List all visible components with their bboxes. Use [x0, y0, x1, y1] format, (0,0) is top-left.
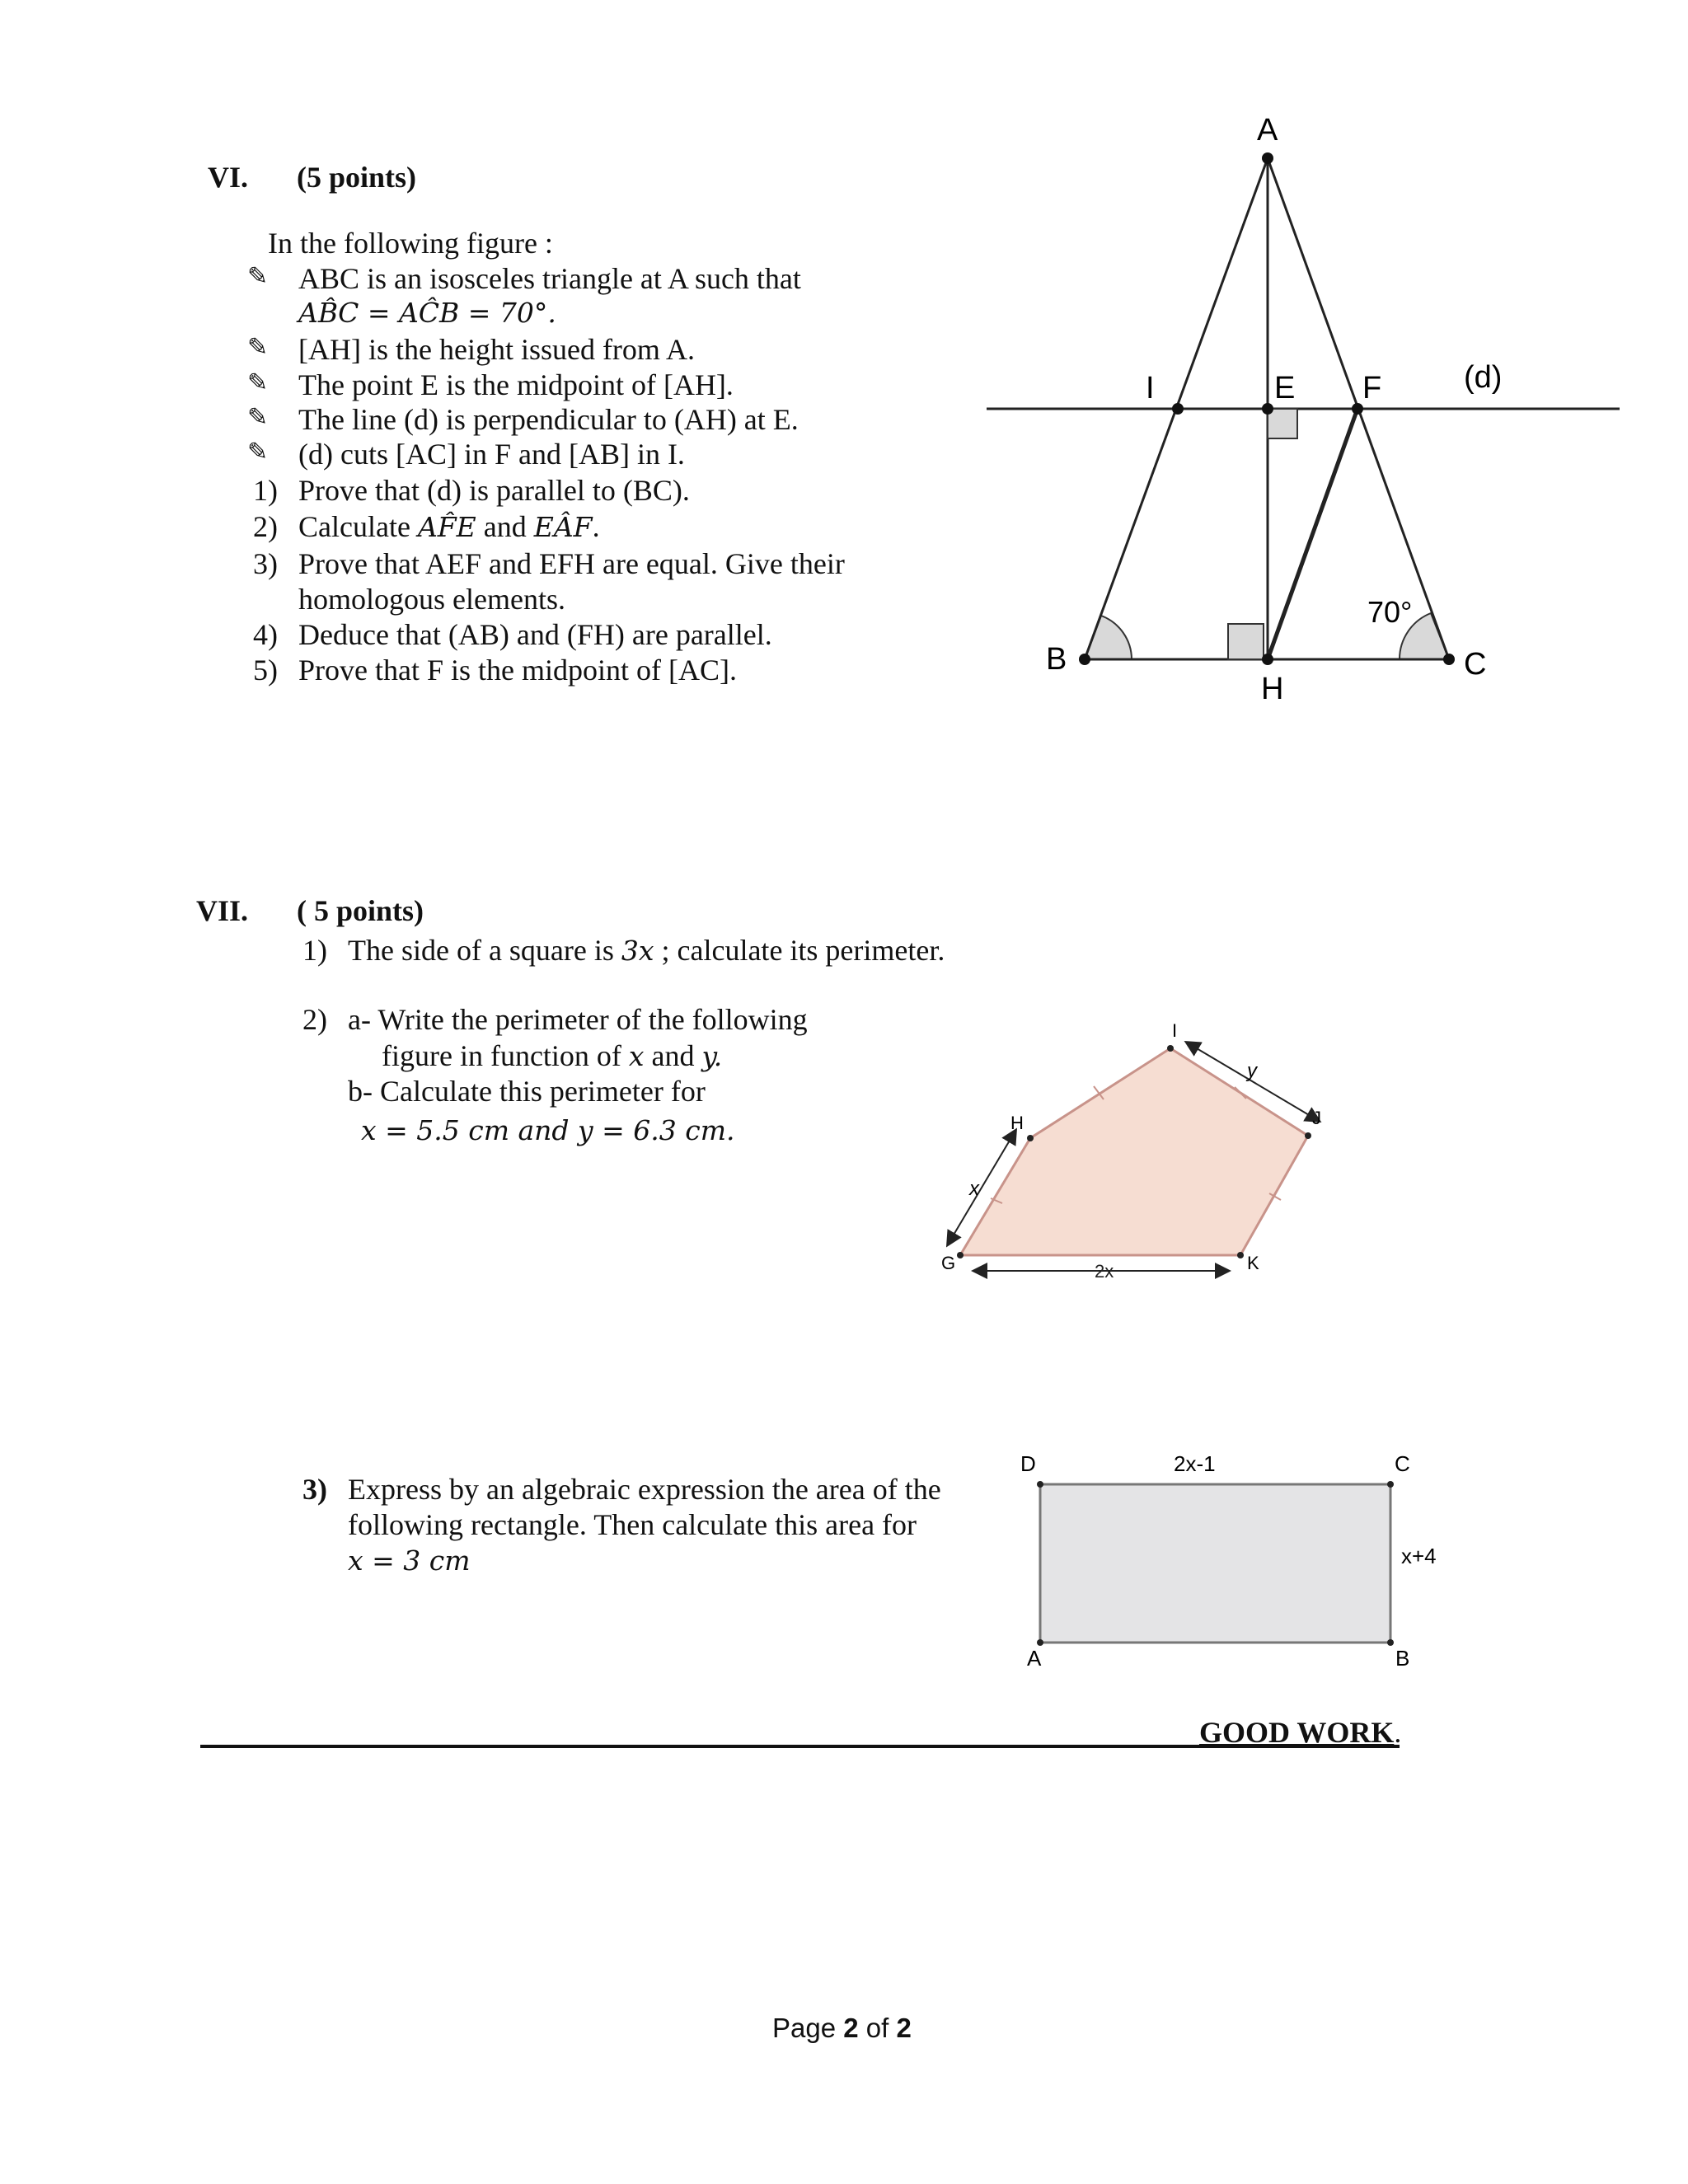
label-c: C	[1464, 647, 1487, 682]
page-footer: Page 2 of 2	[772, 2013, 912, 2043]
label-i: I	[1146, 371, 1155, 405]
point-d	[1037, 1481, 1043, 1488]
question-text: Express by an algebraic expression the area of the	[348, 1473, 941, 1506]
point-i	[1172, 403, 1184, 415]
label-j: J	[1312, 1108, 1321, 1128]
question-math: x = 5.5 cm and y = 6.3 cm.	[361, 1114, 735, 1146]
question-math: x = 3 cm	[348, 1544, 471, 1577]
pencil-bullet-icon: ✎	[247, 334, 269, 361]
pencil-bullet-icon: ✎	[247, 404, 269, 431]
exercise-6-points: (5 points)	[297, 161, 417, 194]
question-number: 5)	[253, 654, 278, 687]
label-x: x	[969, 1178, 979, 1200]
question-number: 1)	[302, 934, 327, 967]
bullet-text: ABC is an isosceles triangle at A such that	[298, 262, 801, 295]
point-g	[957, 1252, 964, 1258]
label-2x: 2x	[1095, 1261, 1114, 1282]
point-c	[1443, 654, 1455, 665]
question-text: Prove that AEF and EFH are equal. Give their	[298, 547, 845, 580]
point-b	[1079, 654, 1090, 665]
question-number: 4)	[253, 618, 278, 651]
label-y: y	[1247, 1060, 1257, 1082]
question-number: 2)	[253, 510, 278, 543]
question-number: 3)	[302, 1473, 327, 1506]
right-angle-e-marker	[1268, 409, 1297, 438]
segment-fh	[1268, 409, 1357, 659]
question-text: a- Write the perimeter of the following	[348, 1003, 808, 1036]
question-number: 1)	[253, 474, 278, 507]
bullet-text: The line (d) is perpendicular to (AH) at E.	[298, 403, 799, 436]
question-number: 2)	[302, 1003, 327, 1036]
exercise-7-numeral: VII.	[196, 894, 249, 927]
exercise-6-intro: In the following figure :	[268, 227, 553, 260]
point-b	[1387, 1639, 1394, 1646]
question-text-continued: following rectangle. Then calculate this area for	[348, 1508, 917, 1541]
bullet-text: The point E is the midpoint of [AH].	[298, 368, 734, 401]
point-j	[1305, 1132, 1311, 1139]
label-angle-70: 70°	[1367, 595, 1413, 629]
bullet-math: AB̂C = AĈB = 70°.	[298, 297, 556, 329]
question-text: Prove that F is the midpoint of [AC].	[298, 654, 737, 687]
right-angle-h-marker	[1228, 624, 1264, 659]
rectangle-shape	[1040, 1484, 1390, 1643]
label-right-side: x+4	[1401, 1544, 1437, 1568]
question-text: The side of a square is 3x ; calculate its perimeter.	[348, 934, 945, 967]
triangle-figure	[973, 107, 1632, 717]
label-b: B	[1395, 1646, 1410, 1671]
rectangle-figure	[1006, 1446, 1451, 1677]
point-h	[1027, 1135, 1034, 1141]
label-c: C	[1395, 1451, 1410, 1476]
label-b: B	[1046, 642, 1067, 677]
pencil-bullet-icon: ✎	[247, 369, 269, 396]
label-d: D	[1020, 1451, 1036, 1476]
point-k	[1237, 1252, 1244, 1258]
label-top-side: 2x-1	[1174, 1451, 1216, 1476]
point-a	[1262, 152, 1273, 164]
question-text: Prove that (d) is parallel to (BC).	[298, 474, 690, 507]
label-g: G	[941, 1253, 956, 1273]
question-text: b- Calculate this perimeter for	[348, 1075, 706, 1108]
point-a	[1037, 1639, 1043, 1646]
question-text: Calculate AF̂E and EÂF.	[298, 510, 600, 543]
label-h: H	[1261, 672, 1284, 706]
bullet-text: (d) cuts [AC] in F and [AB] in I.	[298, 438, 685, 471]
pencil-bullet-icon: ✎	[247, 263, 269, 290]
label-e: E	[1274, 371, 1296, 405]
label-a: A	[1027, 1646, 1042, 1671]
point-i	[1167, 1045, 1174, 1052]
point-e	[1262, 403, 1273, 415]
point-h	[1262, 654, 1273, 665]
closing-message: GOOD WORK.	[1199, 1716, 1402, 1749]
question-text-continued: homologous elements.	[298, 583, 565, 616]
pencil-bullet-icon: ✎	[247, 438, 269, 466]
label-f: F	[1362, 371, 1382, 405]
point-c	[1387, 1481, 1394, 1488]
point-f	[1352, 403, 1363, 415]
question-text-continued: figure in function of x and y.	[382, 1039, 723, 1072]
exercise-7-points: ( 5 points)	[297, 894, 424, 927]
pentagon-figure	[923, 1005, 1368, 1310]
bullet-text: [AH] is the height issued from A.	[298, 333, 695, 366]
exercise-6-numeral: VI.	[208, 161, 249, 194]
question-number: 3)	[253, 547, 278, 580]
label-d: (d)	[1464, 360, 1503, 395]
question-text: Deduce that (AB) and (FH) are parallel.	[298, 618, 772, 651]
label-a: A	[1257, 113, 1278, 148]
label-i: I	[1172, 1020, 1178, 1041]
label-h: H	[1010, 1113, 1024, 1133]
label-k: K	[1247, 1253, 1259, 1273]
